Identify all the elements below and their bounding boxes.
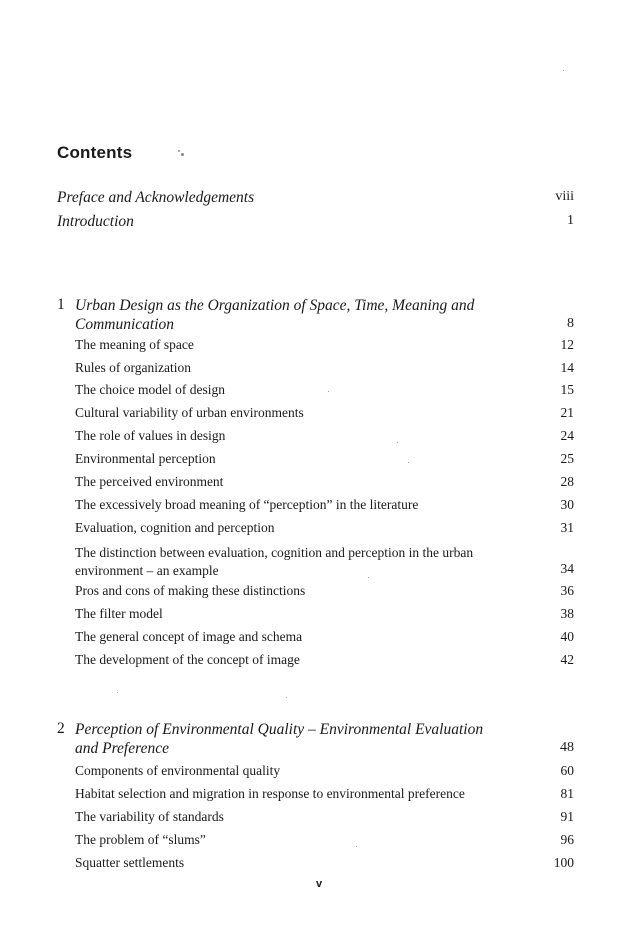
- toc-section[interactable]: [0, 763, 638, 785]
- toc-section-page: 91: [560, 809, 574, 824]
- toc-section-title: The excessively broad meaning of “perception” in the literature: [75, 497, 419, 512]
- toc-section-title: The perceived environment: [75, 474, 224, 489]
- toc-section[interactable]: [0, 474, 638, 496]
- toc-section-page: 15: [560, 382, 574, 397]
- toc-section-title: The problem of “slums”: [75, 832, 206, 847]
- chapter-page: 8: [567, 316, 574, 331]
- toc-section-title: The filter model: [75, 606, 163, 621]
- toc-section[interactable]: [0, 832, 638, 854]
- toc-entry-title: Introduction: [57, 213, 134, 230]
- toc-section-title: Pros and cons of making these distinctions: [75, 583, 306, 598]
- chapter-title-line1: Urban Design as the Organization of Space, Time, Meaning and: [75, 297, 475, 314]
- toc-section-page: 30: [560, 497, 574, 512]
- toc-section[interactable]: [0, 786, 638, 808]
- toc-section-title: Cultural variability of urban environments: [75, 405, 304, 420]
- toc-section-title: The development of the concept of image: [75, 652, 300, 667]
- chapter-number: 1: [57, 296, 65, 313]
- toc-section[interactable]: [0, 583, 638, 605]
- toc-section-title: Squatter settlements: [75, 855, 185, 870]
- toc-entry-introduction[interactable]: [0, 213, 638, 235]
- toc-section-title: Habitat selection and migration in response to environmental preference: [75, 786, 465, 801]
- toc-section[interactable]: [0, 629, 638, 651]
- toc-entry-page: viii: [555, 189, 574, 204]
- scan-speck: [178, 150, 180, 152]
- chapter-title-line1: Perception of Environmental Quality – Environmental Evaluation: [75, 721, 484, 738]
- toc-section-page: 14: [560, 360, 574, 375]
- toc-section-page: 25: [560, 451, 574, 466]
- toc-section-title: The variability of standards: [75, 809, 224, 824]
- toc-section-title: The general concept of image and schema: [75, 629, 303, 644]
- page-folio: v: [315, 878, 323, 890]
- toc-entry-page: 1: [567, 213, 574, 228]
- toc-section[interactable]: [0, 520, 638, 542]
- toc-section-page: 34: [560, 561, 574, 576]
- contents-heading: Contents: [57, 143, 133, 162]
- toc-section[interactable]: [0, 428, 638, 450]
- toc-section-title: The choice model of design: [75, 382, 225, 397]
- scan-speck: [328, 391, 329, 392]
- toc-section[interactable]: [0, 405, 638, 427]
- toc-section-page: 40: [560, 629, 574, 644]
- toc-section-title: Environmental perception: [75, 451, 216, 466]
- scan-speck: [117, 692, 118, 693]
- toc-section-title: The role of values in design: [75, 428, 226, 443]
- toc-section-page: 96: [560, 832, 574, 847]
- toc-section[interactable]: [0, 855, 638, 877]
- toc-section-title: Rules of organization: [75, 360, 191, 375]
- toc-section[interactable]: [0, 451, 638, 473]
- toc-section[interactable]: [0, 337, 638, 359]
- toc-section-page: 100: [553, 855, 574, 870]
- toc-section-page: 21: [560, 405, 574, 420]
- toc-section-page: 81: [560, 786, 574, 801]
- chapter-page: 48: [560, 740, 574, 755]
- scan-speck: [286, 697, 287, 698]
- toc-section-page: 42: [560, 652, 574, 667]
- toc-section[interactable]: [0, 652, 638, 674]
- chapter-title-line2: and Preference: [75, 740, 169, 757]
- toc-entry-preface[interactable]: [0, 189, 638, 211]
- scan-speck: [397, 442, 398, 443]
- toc-section-title-line1: The distinction between evaluation, cognition and perception in the urban: [75, 545, 474, 560]
- toc-section-title-line2: environment – an example: [75, 563, 219, 578]
- toc-section-page: 38: [560, 606, 574, 621]
- scan-speck: [181, 153, 184, 156]
- toc-section[interactable]: [0, 360, 638, 382]
- toc-entry-title: Preface and Acknowledgements: [57, 189, 255, 206]
- toc-section-page: 28: [560, 474, 574, 489]
- toc-section[interactable]: [0, 809, 638, 831]
- scan-speck: [563, 70, 564, 71]
- toc-section-page: 60: [560, 763, 574, 778]
- toc-section-page: 24: [560, 428, 574, 443]
- toc-section-page: 12: [560, 337, 574, 352]
- toc-section[interactable]: [0, 606, 638, 628]
- toc-section-title: Components of environmental quality: [75, 763, 281, 778]
- chapter-number: 2: [57, 720, 65, 737]
- scan-speck: [368, 577, 369, 578]
- scan-speck: [408, 462, 409, 463]
- toc-section-page: 31: [560, 520, 574, 535]
- toc-section-page: 36: [560, 583, 574, 598]
- toc-section-title: Evaluation, cognition and perception: [75, 520, 275, 535]
- toc-section-title: The meaning of space: [75, 337, 194, 352]
- chapter-title-line2: Communication: [75, 316, 175, 333]
- toc-section[interactable]: [0, 497, 638, 519]
- toc-section[interactable]: [0, 382, 638, 404]
- scan-speck: [356, 846, 357, 847]
